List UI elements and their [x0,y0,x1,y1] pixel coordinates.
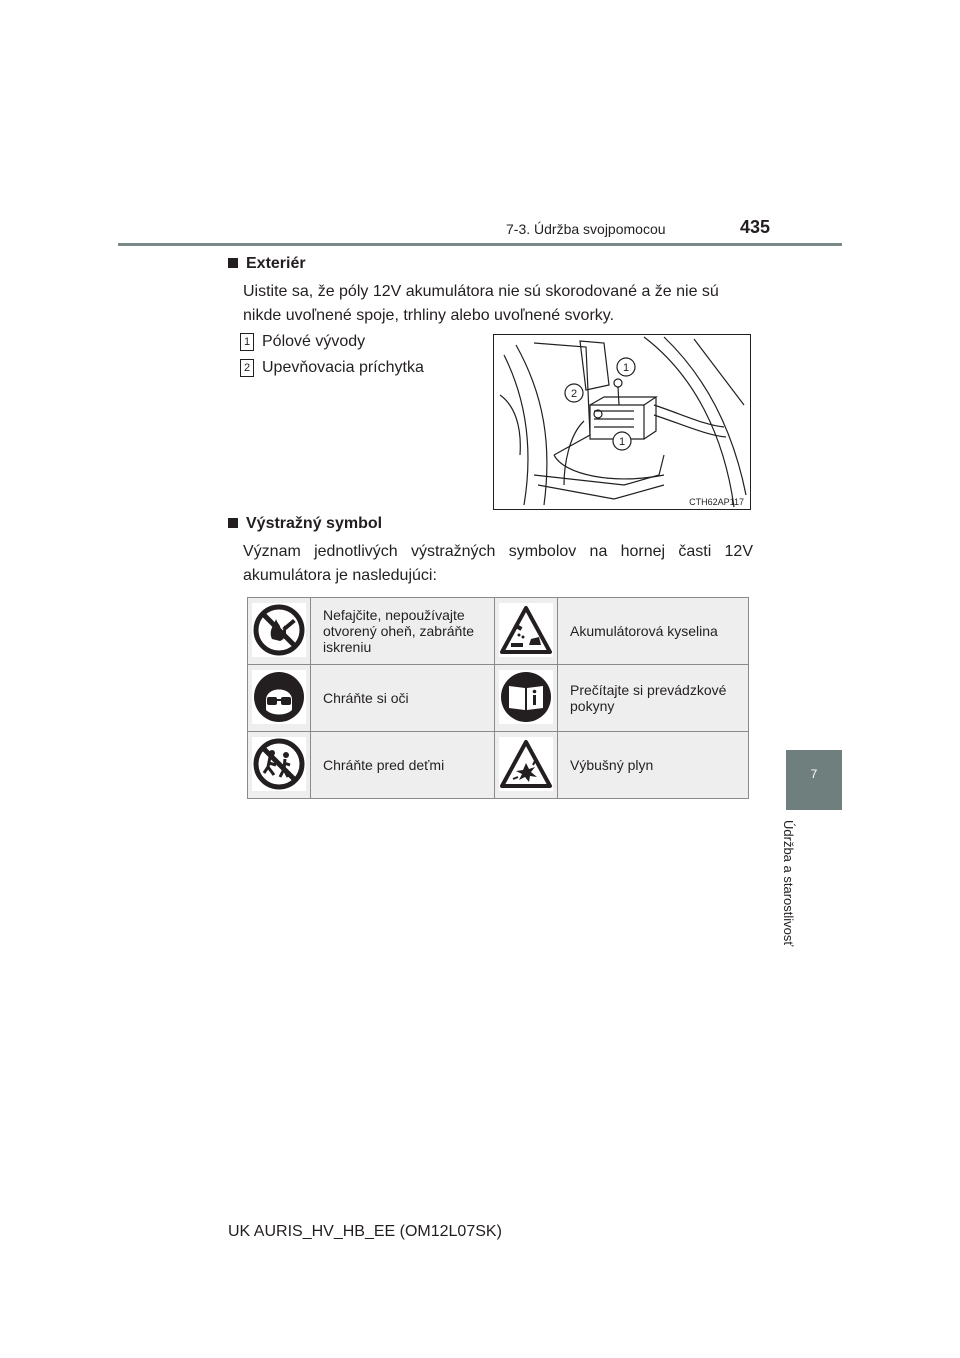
paragraph-line: Uistite sa, že póly 12V akumulátora nie sú skorodované a že nie sú [243,283,719,300]
number-badge: 2 [240,359,254,377]
table-row [248,598,749,665]
number-badge: 1 [240,333,254,351]
acid-icon [499,603,553,657]
icon-cell [495,665,558,732]
square-bullet-icon [228,518,238,528]
symbol-description [558,598,749,665]
callout-label: 1 [618,436,626,448]
battery-illustration [493,334,751,510]
section-heading-warning [228,515,382,533]
legend-label: Pólové vývody [262,333,366,350]
warning-paragraph [243,540,753,588]
text-line: Prečítajte si prevádzkové [570,682,727,698]
icon-cell [248,598,311,665]
chapter-number: 7 [810,767,818,781]
symbol-description [558,665,749,732]
square-bullet-icon [228,258,238,268]
symbol-description [311,598,495,665]
figure-code: CTH62AP117 [689,497,744,507]
no-fire-icon [252,603,306,657]
eye-protection-icon [252,670,306,724]
read-manual-icon [499,670,553,724]
battery-drawing [494,335,750,509]
text-line: Výbušný plyn [570,757,654,773]
keep-away-children-icon [252,737,306,791]
warning-symbols-table [247,597,749,799]
table-row [248,665,749,732]
heading-text: Výstražný symbol [246,515,383,532]
paragraph-line: nikde uvoľnené spoje, trhliny alebo uvoľnené svorky. [243,307,615,324]
callout-label: 2 [570,388,578,400]
text-line: iskreniu [323,639,372,655]
chapter-label: Údržba a starostlivosť [781,820,796,947]
legend-label: Upevňovacia príchytka [262,359,424,376]
footer-model: UK AURIS_HV_HB_EE (OM12L07SK) [228,1223,502,1240]
legend-item-1 [240,330,365,354]
legend-item-2 [240,356,424,380]
icon-cell [248,665,311,732]
icon-cell [495,598,558,665]
header-divider [118,243,842,246]
callout-label: 1 [622,362,630,374]
text-line: Chráňte pred deťmi [323,757,445,773]
symbol-description [311,732,495,799]
text-line: Nefajčite, nepoužívajte [323,607,465,623]
section-heading-exterier [228,255,306,273]
explosive-gas-icon [499,737,553,791]
heading-text: Exteriér [246,255,306,272]
symbol-description [311,665,495,732]
chapter-tab [786,750,842,810]
text-line: Chráňte si oči [323,690,409,706]
table-row [248,732,749,799]
icon-cell [248,732,311,799]
icon-cell [495,732,558,799]
page-number: 435 [740,217,771,237]
text-line: otvorený oheň, zabráňte [323,623,474,639]
paragraph-line: Význam jednotlivých výstražných symbolov na hornej časti 12V [243,543,753,560]
text-line: Akumulátorová kyselina [570,623,718,639]
text-line: pokyny [570,698,615,714]
exterier-paragraph [243,280,753,328]
section-title: 7-3. Údržba svojpomocou [506,221,666,237]
symbol-description [558,732,749,799]
paragraph-line: akumulátora je nasledujúci: [243,567,437,584]
